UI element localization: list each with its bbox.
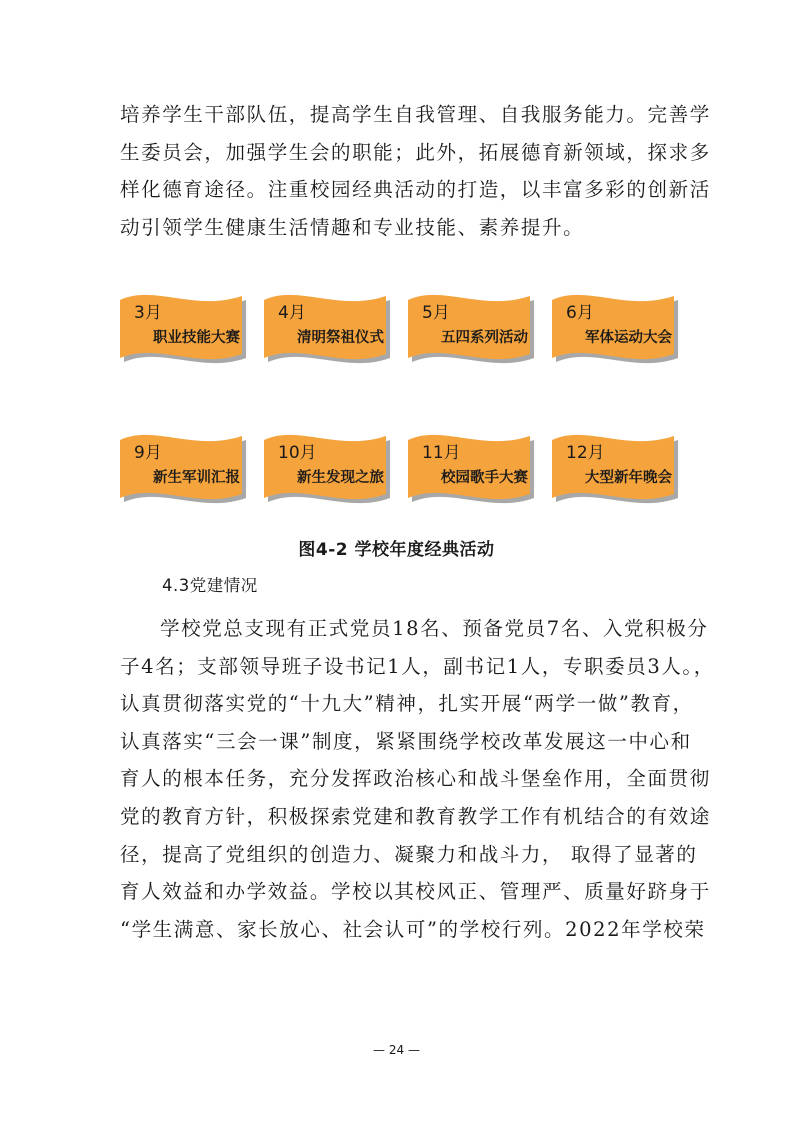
activity-flag <box>406 290 538 374</box>
activity-flag <box>406 430 538 514</box>
activity-month: 9月 <box>134 443 162 463</box>
activity-event: 校园歌手大赛 <box>441 470 528 486</box>
paragraph-line: 动引领学生健康生活情趣和专业技能、素养提升。 <box>120 215 585 239</box>
activity-month: 12月 <box>566 443 605 463</box>
paragraph-line: 学校党总支现有正式党员18名、预备党员7名、入党积极分 <box>160 617 709 640</box>
paragraph-line: 育人的根本任务，充分发挥政治核心和战斗堡垒作用，全面贯彻 <box>120 767 711 791</box>
paragraph-line: 生委员会，加强学生会的职能；此外，拓展德育新领域，探求多 <box>120 140 711 164</box>
activity-month: 6月 <box>566 303 594 323</box>
paragraph-line: “学生满意、家长放心、社会认可”的学校行列。2022年学校荣 <box>120 917 706 941</box>
paragraph-line: 认真落实“三会一课”制度，紧紧围绕学校改革发展这一中心和 <box>120 729 692 753</box>
figure-caption: 图4-2 学校年度经典活动 <box>298 540 495 560</box>
activity-event: 职业技能大赛 <box>153 330 240 346</box>
paragraph-line: 子4名；支部领导班子设书记1人，副书记1人，专职委员3人。， <box>120 654 715 678</box>
activity-event: 军体运动大会 <box>585 330 672 346</box>
activity-month: 11月 <box>422 443 461 463</box>
party-building-paragraph <box>120 610 715 948</box>
activity-month: 4月 <box>278 303 306 323</box>
paragraph-line: 育人效益和办学效益。学校以其校风正、管理严、质量好跻身于 <box>120 880 711 904</box>
activity-event: 新生军训汇报 <box>153 470 240 486</box>
activity-flag <box>118 430 250 514</box>
paragraph-line: 径，提高了党组织的创造力、凝聚力和战斗力， 取得了显著的 <box>120 842 698 866</box>
activity-event: 清明祭祖仪式 <box>297 330 384 346</box>
activity-month: 10月 <box>278 443 317 463</box>
paragraph-line: 认真贯彻落实党的“十九大”精神，扎实开展“两学一做”教育， <box>120 692 694 716</box>
activity-month: 3月 <box>134 303 162 323</box>
activity-month: 5月 <box>422 303 450 323</box>
section-heading: 4.3党建情况 <box>162 576 258 595</box>
activity-flag <box>262 290 394 374</box>
activity-flag <box>550 290 682 374</box>
activity-flag <box>550 430 682 514</box>
page-number: — 24 — <box>373 1043 420 1057</box>
paragraph-line: 培养学生干部队伍，提高学生自我管理、自我服务能力。完善学 <box>120 103 711 126</box>
activity-event: 新生发现之旅 <box>297 470 384 486</box>
activity-event: 五四系列活动 <box>441 330 528 346</box>
activity-flag <box>262 430 394 514</box>
paragraph-line: 样化德育途径。注重校园经典活动的打造，以丰富多彩的创新活 <box>120 178 711 202</box>
paragraph-line: 党的教育方针，积极探索党建和教育教学工作有机结合的有效途 <box>120 804 711 828</box>
activity-flag <box>118 290 250 374</box>
intro-paragraph <box>120 96 711 246</box>
activity-event: 大型新年晚会 <box>585 470 672 486</box>
